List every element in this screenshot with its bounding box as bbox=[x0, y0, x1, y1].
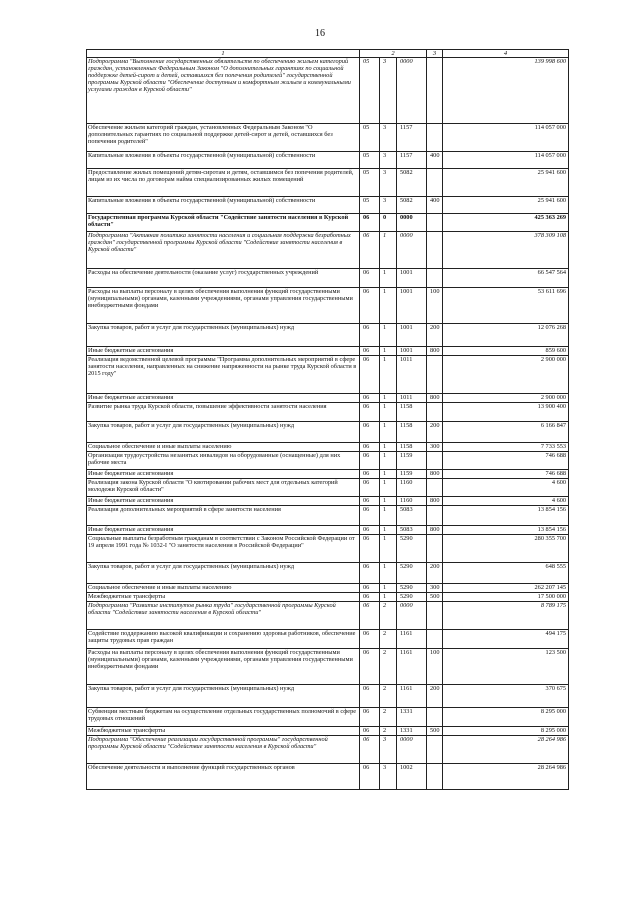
row-expense-type-code: 400 bbox=[427, 152, 443, 169]
table-row bbox=[87, 324, 569, 347]
row-amount: 139 998 600 bbox=[443, 58, 569, 124]
table-row bbox=[87, 764, 569, 790]
table-row bbox=[87, 232, 569, 269]
row-name-cell: Социальное обеспечение и иные выплаты населению bbox=[87, 584, 360, 593]
row-article-code: 5290 bbox=[397, 584, 427, 593]
row-expense-type-code: 400 bbox=[427, 197, 443, 214]
table-row bbox=[87, 422, 569, 443]
row-article-code: 1158 bbox=[397, 443, 427, 452]
table-row bbox=[87, 124, 569, 152]
table-row bbox=[87, 535, 569, 563]
budget-table-container bbox=[86, 49, 569, 790]
row-name-cell: Капитальные вложения в объекты государственной (муниципальной) собственности bbox=[87, 152, 360, 169]
row-name-cell: Подпрограмма "Развитие институтов рынка труда" государственной программы Курской области "Содействие занятости населения в Курской области" bbox=[87, 602, 360, 630]
row-subsection-code: 3 bbox=[380, 58, 397, 124]
row-expense-type-code: 200 bbox=[427, 685, 443, 708]
row-section-code: 06 bbox=[360, 630, 380, 649]
row-amount: 8 789 175 bbox=[443, 602, 569, 630]
table-row bbox=[87, 347, 569, 356]
row-subsection-code: 1 bbox=[380, 356, 397, 394]
table-row bbox=[87, 727, 569, 736]
row-amount: 8 295 000 bbox=[443, 727, 569, 736]
row-amount: 4 600 bbox=[443, 479, 569, 497]
table-row bbox=[87, 197, 569, 214]
row-article-code: 5082 bbox=[397, 169, 427, 197]
row-subsection-code: 1 bbox=[380, 584, 397, 593]
row-article-code: 1001 bbox=[397, 269, 427, 288]
table-row bbox=[87, 526, 569, 535]
row-name-cell: Иные бюджетные ассигнования bbox=[87, 347, 360, 356]
row-name-cell: Организация трудоустройства незанятых инвалидов на оборудованные (оснащенные) для них рабочие места bbox=[87, 452, 360, 470]
table-row bbox=[87, 736, 569, 764]
row-article-code: 5290 bbox=[397, 535, 427, 563]
row-article-code: 1158 bbox=[397, 422, 427, 443]
row-article-code: 0000 bbox=[397, 58, 427, 124]
row-article-code: 5083 bbox=[397, 526, 427, 535]
header-col-4: 4 bbox=[443, 50, 569, 58]
row-article-code: 1011 bbox=[397, 356, 427, 394]
row-expense-type-code: 500 bbox=[427, 727, 443, 736]
row-section-code: 06 bbox=[360, 324, 380, 347]
row-article-code: 5083 bbox=[397, 506, 427, 526]
row-expense-type-code bbox=[427, 535, 443, 563]
row-section-code: 06 bbox=[360, 452, 380, 470]
row-article-code: 1161 bbox=[397, 630, 427, 649]
row-expense-type-code bbox=[427, 169, 443, 197]
row-name-cell: Закупка товаров, работ и услуг для государственных (муниципальных) нужд bbox=[87, 563, 360, 584]
row-amount: 425 363 269 bbox=[443, 214, 569, 232]
row-name-cell: Содействие поддержанию высокой квалификации и сохранению здоровья работников, обеспечение защиты трудовых прав граждан bbox=[87, 630, 360, 649]
row-name-cell: Подпрограмма "Активная политика занятости населения и социальная поддержка безработных граждан" государственной программы Курской области "Содействие занятости населения в Курской области" bbox=[87, 232, 360, 269]
row-section-code: 06 bbox=[360, 347, 380, 356]
row-subsection-code: 1 bbox=[380, 324, 397, 347]
row-name-cell: Капитальные вложения в объекты государственной (муниципальной) собственности bbox=[87, 197, 360, 214]
row-amount: 28 264 986 bbox=[443, 764, 569, 790]
row-expense-type-code bbox=[427, 124, 443, 152]
table-row bbox=[87, 506, 569, 526]
row-name-cell: Расходы на обеспечение деятельности (оказание услуг) государственных учреждений bbox=[87, 269, 360, 288]
row-article-code: 1161 bbox=[397, 685, 427, 708]
row-section-code: 06 bbox=[360, 506, 380, 526]
row-section-code: 06 bbox=[360, 214, 380, 232]
row-amount: 859 600 bbox=[443, 347, 569, 356]
row-amount: 13 854 156 bbox=[443, 506, 569, 526]
row-section-code: 06 bbox=[360, 563, 380, 584]
row-expense-type-code: 800 bbox=[427, 497, 443, 506]
table-row bbox=[87, 584, 569, 593]
row-section-code: 06 bbox=[360, 727, 380, 736]
row-section-code: 06 bbox=[360, 708, 380, 727]
table-row bbox=[87, 497, 569, 506]
row-name-cell: Иные бюджетные ассигнования bbox=[87, 497, 360, 506]
row-subsection-code: 2 bbox=[380, 630, 397, 649]
row-subsection-code: 3 bbox=[380, 152, 397, 169]
row-subsection-code: 1 bbox=[380, 497, 397, 506]
row-expense-type-code bbox=[427, 269, 443, 288]
row-amount: 28 264 986 bbox=[443, 736, 569, 764]
row-expense-type-code bbox=[427, 736, 443, 764]
row-name-cell: Межбюджетные трансферты bbox=[87, 727, 360, 736]
row-article-code: 0000 bbox=[397, 214, 427, 232]
row-section-code: 05 bbox=[360, 124, 380, 152]
table-row bbox=[87, 394, 569, 403]
row-section-code: 06 bbox=[360, 394, 380, 403]
row-expense-type-code bbox=[427, 479, 443, 497]
row-section-code: 06 bbox=[360, 602, 380, 630]
row-article-code: 1158 bbox=[397, 403, 427, 422]
row-amount: 494 175 bbox=[443, 630, 569, 649]
row-section-code: 05 bbox=[360, 197, 380, 214]
table-row bbox=[87, 685, 569, 708]
row-article-code: 1160 bbox=[397, 497, 427, 506]
page-number: 16 bbox=[315, 28, 325, 39]
table-row bbox=[87, 593, 569, 602]
table-row bbox=[87, 403, 569, 422]
row-amount: 7 733 553 bbox=[443, 443, 569, 452]
row-amount: 280 355 700 bbox=[443, 535, 569, 563]
row-subsection-code: 1 bbox=[380, 470, 397, 479]
row-subsection-code: 3 bbox=[380, 764, 397, 790]
row-name-cell: Предоставление жилых помещений детям-сиротам и детям, оставшимся без попечения родителей, лицам из их числа по договорам найма специализированных жилых помещений bbox=[87, 169, 360, 197]
row-expense-type-code bbox=[427, 232, 443, 269]
row-article-code: 1001 bbox=[397, 347, 427, 356]
row-amount: 53 611 696 bbox=[443, 288, 569, 324]
row-name-cell: Обеспечение жильем категорий граждан, установленных Федеральным Законом "О дополнительных гарантиях по социальной поддержке детей-сирот и детей, оставшихся без попечения родителей" bbox=[87, 124, 360, 152]
row-article-code: 1161 bbox=[397, 649, 427, 685]
row-expense-type-code: 800 bbox=[427, 526, 443, 535]
row-expense-type-code: 800 bbox=[427, 394, 443, 403]
row-section-code: 05 bbox=[360, 152, 380, 169]
row-subsection-code: 2 bbox=[380, 727, 397, 736]
row-amount: 12 076 268 bbox=[443, 324, 569, 347]
row-subsection-code: 1 bbox=[380, 526, 397, 535]
row-name-cell: Иные бюджетные ассигнования bbox=[87, 394, 360, 403]
row-amount: 2 900 000 bbox=[443, 356, 569, 394]
row-section-code: 06 bbox=[360, 403, 380, 422]
row-section-code: 06 bbox=[360, 422, 380, 443]
row-amount: 8 295 000 bbox=[443, 708, 569, 727]
row-section-code: 06 bbox=[360, 764, 380, 790]
row-subsection-code: 2 bbox=[380, 708, 397, 727]
row-name-cell: Подпрограмма "Выполнение государственных обязательств по обеспечению жильем категорий граждан, установленных Федеральным Законом "О дополнительных гарантиях по социальной поддержке детей-сирот и детей, оставшихся без попечения родителей" государственной программы Курской области "Обеспечение доступным и комфортным жильем и коммунальными услугами граждан в Курской области" bbox=[87, 58, 360, 124]
row-subsection-code: 3 bbox=[380, 124, 397, 152]
table-row bbox=[87, 563, 569, 584]
row-expense-type-code bbox=[427, 214, 443, 232]
row-article-code: 1331 bbox=[397, 708, 427, 727]
row-amount: 114 057 000 bbox=[443, 124, 569, 152]
row-expense-type-code bbox=[427, 452, 443, 470]
row-name-cell: Закупка товаров, работ и услуг для государственных (муниципальных) нужд bbox=[87, 422, 360, 443]
row-name-cell: Реализация закона Курской области "О квотировании рабочих мест для отдельных категорий молодежи Курской области" bbox=[87, 479, 360, 497]
row-name-cell: Иные бюджетные ассигнования bbox=[87, 470, 360, 479]
row-subsection-code: 1 bbox=[380, 452, 397, 470]
row-amount: 13 900 400 bbox=[443, 403, 569, 422]
row-section-code: 06 bbox=[360, 736, 380, 764]
row-amount: 746 688 bbox=[443, 470, 569, 479]
row-article-code: 1011 bbox=[397, 394, 427, 403]
row-subsection-code: 1 bbox=[380, 232, 397, 269]
budget-table bbox=[86, 49, 569, 790]
row-subsection-code: 1 bbox=[380, 535, 397, 563]
row-amount: 2 900 000 bbox=[443, 394, 569, 403]
row-name-cell: Реализация ведомственной целевой программы "Программа дополнительных мероприятий в сфере занятости населения, направленных на снижение напряженности на рынке труда Курской области в 2015 году" bbox=[87, 356, 360, 394]
row-article-code: 5082 bbox=[397, 197, 427, 214]
row-subsection-code: 1 bbox=[380, 506, 397, 526]
row-article-code: 1002 bbox=[397, 764, 427, 790]
row-amount: 6 166 847 bbox=[443, 422, 569, 443]
table-row bbox=[87, 602, 569, 630]
row-amount: 648 555 bbox=[443, 563, 569, 584]
row-amount: 17 500 000 bbox=[443, 593, 569, 602]
row-article-code: 1157 bbox=[397, 152, 427, 169]
row-subsection-code: 0 bbox=[380, 214, 397, 232]
row-name-cell: Расходы на выплаты персоналу в целях обеспечения выполнения функций государственными (муниципальными) органами, казенными учреждениями, органами управления государственными внебюджетными фондами bbox=[87, 288, 360, 324]
row-expense-type-code bbox=[427, 356, 443, 394]
row-article-code: 1001 bbox=[397, 288, 427, 324]
row-amount: 25 941 600 bbox=[443, 197, 569, 214]
table-row bbox=[87, 470, 569, 479]
row-section-code: 06 bbox=[360, 649, 380, 685]
table-body bbox=[87, 58, 569, 790]
row-amount: 262 207 145 bbox=[443, 584, 569, 593]
header-col-1: 1 bbox=[87, 50, 360, 58]
row-expense-type-code: 200 bbox=[427, 324, 443, 347]
table-header-row bbox=[87, 50, 569, 58]
row-article-code: 1331 bbox=[397, 727, 427, 736]
row-article-code: 1160 bbox=[397, 479, 427, 497]
row-subsection-code: 1 bbox=[380, 288, 397, 324]
table-row bbox=[87, 269, 569, 288]
row-expense-type-code bbox=[427, 602, 443, 630]
row-amount: 114 057 000 bbox=[443, 152, 569, 169]
row-expense-type-code: 100 bbox=[427, 288, 443, 324]
row-name-cell: Развитие рынка труда Курской области, повышение эффективности занятости населения bbox=[87, 403, 360, 422]
row-subsection-code: 1 bbox=[380, 269, 397, 288]
row-expense-type-code: 100 bbox=[427, 649, 443, 685]
row-name-cell: Социальное обеспечение и иные выплаты населению bbox=[87, 443, 360, 452]
row-expense-type-code bbox=[427, 506, 443, 526]
row-name-cell: Подпрограмма "Обеспечение реализации государственной программы" государственной программы Курской области "Содействие занятости населения в Курской области" bbox=[87, 736, 360, 764]
row-subsection-code: 1 bbox=[380, 593, 397, 602]
row-section-code: 06 bbox=[360, 443, 380, 452]
row-expense-type-code bbox=[427, 764, 443, 790]
row-section-code: 06 bbox=[360, 535, 380, 563]
row-article-code: 5290 bbox=[397, 563, 427, 584]
row-amount: 370 675 bbox=[443, 685, 569, 708]
row-section-code: 05 bbox=[360, 58, 380, 124]
row-article-code: 1001 bbox=[397, 324, 427, 347]
row-subsection-code: 1 bbox=[380, 563, 397, 584]
row-amount: 13 854 156 bbox=[443, 526, 569, 535]
row-section-code: 06 bbox=[360, 470, 380, 479]
table-row bbox=[87, 708, 569, 727]
row-expense-type-code: 800 bbox=[427, 470, 443, 479]
row-amount: 746 688 bbox=[443, 452, 569, 470]
row-name-cell: Социальные выплаты безработным гражданам в соответствии с Законом Российской Федерации от 19 апреля 1991 года № 1032-I "О занятости населения в Российской Федерации" bbox=[87, 535, 360, 563]
row-subsection-code: 2 bbox=[380, 649, 397, 685]
row-section-code: 06 bbox=[360, 479, 380, 497]
row-article-code: 5290 bbox=[397, 593, 427, 602]
row-section-code: 06 bbox=[360, 356, 380, 394]
row-name-cell: Закупка товаров, работ и услуг для государственных (муниципальных) нужд bbox=[87, 324, 360, 347]
row-section-code: 06 bbox=[360, 526, 380, 535]
row-subsection-code: 1 bbox=[380, 422, 397, 443]
row-section-code: 06 bbox=[360, 584, 380, 593]
row-expense-type-code: 300 bbox=[427, 443, 443, 452]
row-section-code: 06 bbox=[360, 269, 380, 288]
row-subsection-code: 2 bbox=[380, 602, 397, 630]
row-name-cell: Реализация дополнительных мероприятий в сфере занятости населения bbox=[87, 506, 360, 526]
row-expense-type-code bbox=[427, 403, 443, 422]
row-expense-type-code: 300 bbox=[427, 584, 443, 593]
row-amount: 66 547 564 bbox=[443, 269, 569, 288]
row-name-cell: Закупка товаров, работ и услуг для государственных (муниципальных) нужд bbox=[87, 685, 360, 708]
table-row bbox=[87, 169, 569, 197]
row-amount: 25 941 600 bbox=[443, 169, 569, 197]
header-col-2: 2 bbox=[360, 50, 427, 58]
table-row bbox=[87, 288, 569, 324]
row-amount: 378 309 108 bbox=[443, 232, 569, 269]
row-section-code: 06 bbox=[360, 232, 380, 269]
table-row bbox=[87, 630, 569, 649]
row-section-code: 06 bbox=[360, 685, 380, 708]
row-amount: 4 600 bbox=[443, 497, 569, 506]
row-name-cell: Расходы на выплаты персоналу в целях обеспечения выполнения функций государственными (муниципальными) органами, казенными учреждениями, органами управления государственными внебюджетными фондами bbox=[87, 649, 360, 685]
table-row bbox=[87, 452, 569, 470]
row-expense-type-code: 200 bbox=[427, 563, 443, 584]
row-section-code: 06 bbox=[360, 497, 380, 506]
row-name-cell: Обеспечение деятельности и выполнение функций государственных органов bbox=[87, 764, 360, 790]
row-section-code: 05 bbox=[360, 169, 380, 197]
row-article-code: 1159 bbox=[397, 452, 427, 470]
row-subsection-code: 1 bbox=[380, 403, 397, 422]
table-row bbox=[87, 58, 569, 124]
row-subsection-code: 3 bbox=[380, 736, 397, 764]
row-subsection-code: 1 bbox=[380, 479, 397, 497]
row-name-cell: Государственная программа Курской области "Содействие занятости населения в Курской области" bbox=[87, 214, 360, 232]
table-row bbox=[87, 356, 569, 394]
row-subsection-code: 1 bbox=[380, 347, 397, 356]
row-expense-type-code bbox=[427, 58, 443, 124]
row-name-cell: Субвенции местным бюджетам на осуществление отдельных государственных полномочий в сфере трудовых отношений bbox=[87, 708, 360, 727]
row-subsection-code: 1 bbox=[380, 443, 397, 452]
row-expense-type-code bbox=[427, 708, 443, 727]
table-row bbox=[87, 443, 569, 452]
row-name-cell: Иные бюджетные ассигнования bbox=[87, 526, 360, 535]
row-article-code: 0000 bbox=[397, 232, 427, 269]
row-subsection-code: 3 bbox=[380, 197, 397, 214]
row-subsection-code: 1 bbox=[380, 394, 397, 403]
table-row bbox=[87, 152, 569, 169]
row-article-code: 0000 bbox=[397, 602, 427, 630]
row-section-code: 06 bbox=[360, 288, 380, 324]
row-article-code: 0000 bbox=[397, 736, 427, 764]
header-col-3: 3 bbox=[427, 50, 443, 58]
row-expense-type-code bbox=[427, 630, 443, 649]
table-row bbox=[87, 214, 569, 232]
row-expense-type-code: 800 bbox=[427, 347, 443, 356]
row-subsection-code: 2 bbox=[380, 685, 397, 708]
row-name-cell: Межбюджетные трансферты bbox=[87, 593, 360, 602]
row-article-code: 1159 bbox=[397, 470, 427, 479]
row-amount: 123 500 bbox=[443, 649, 569, 685]
table-row bbox=[87, 479, 569, 497]
row-article-code: 1157 bbox=[397, 124, 427, 152]
row-section-code: 06 bbox=[360, 593, 380, 602]
table-row bbox=[87, 649, 569, 685]
row-expense-type-code: 500 bbox=[427, 593, 443, 602]
row-subsection-code: 3 bbox=[380, 169, 397, 197]
row-expense-type-code: 200 bbox=[427, 422, 443, 443]
